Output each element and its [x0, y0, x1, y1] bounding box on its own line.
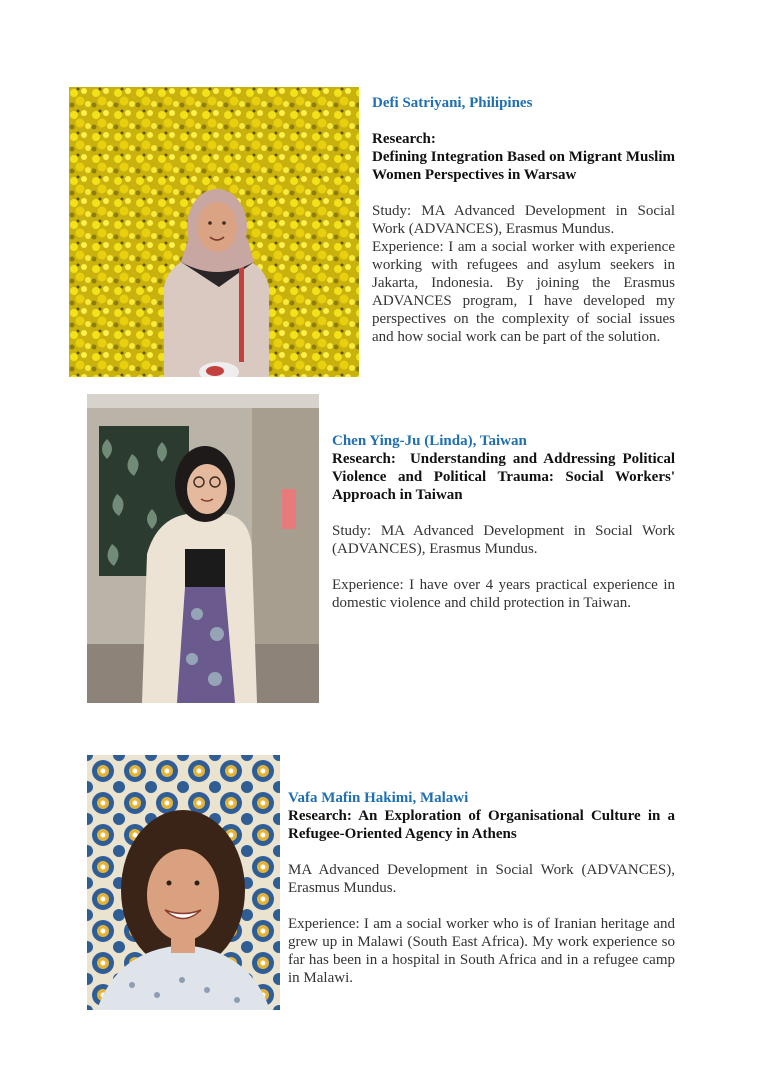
person-name: Defi Satriyani, Philipines: [372, 95, 533, 111]
portrait-photo-chen: [87, 394, 319, 703]
portrait-photo-defi: [69, 87, 359, 377]
experience-text: Experience: I am a social worker who is of Iranian heritage and grew up in Malawi (South East Africa). My work experience so far has been in a hospital in South Africa and in a refugee camp in Malawi.: [288, 916, 675, 986]
research-heading: [332, 450, 675, 504]
study-text: MA Advanced Development in Social Work (ADVANCES), Erasmus Mundus.: [288, 862, 675, 896]
profile-text-chen: [332, 432, 675, 612]
profile-text-vafa: [288, 789, 675, 987]
research-title: An Exploration of Organisational Culture in a Refugee-Oriented Agency in Athens: [288, 808, 675, 842]
experience-text: Experience: I am a social worker with experience working with refugees and asylum seekers in Jakarta, Indonesia. By joining the Erasmus ADVANCES program, I have developed my perspectives on the complexity of social issues and how social work can be part of the solution.: [372, 239, 675, 345]
profile-text-defi: [372, 94, 675, 346]
research-title: Defining Integration Based on Migrant Muslim Women Perspectives in Warsaw: [372, 149, 675, 183]
study-text: Study: MA Advanced Development in Social Work (ADVANCES), Erasmus Mundus.: [372, 203, 675, 237]
research-label: Research:: [288, 808, 352, 824]
person-name: Chen Ying-Ju (Linda), Taiwan: [332, 433, 527, 449]
portrait-photo-vafa: [87, 755, 280, 1010]
research-label: Research:: [332, 451, 396, 467]
research-heading: [288, 807, 675, 843]
study-text: Study: MA Advanced Development in Social Work (ADVANCES), Erasmus Mundus.: [332, 523, 675, 557]
person-name: Vafa Mafin Hakimi, Malawi: [288, 790, 469, 806]
experience-text: Experience: I have over 4 years practical experience in domestic violence and child protection in Taiwan.: [332, 577, 675, 611]
research-title: Understanding and Addressing Political Violence and Political Trauma: Social Workers' Approach in Taiwan: [332, 451, 676, 503]
research-label: Research:: [372, 131, 436, 147]
